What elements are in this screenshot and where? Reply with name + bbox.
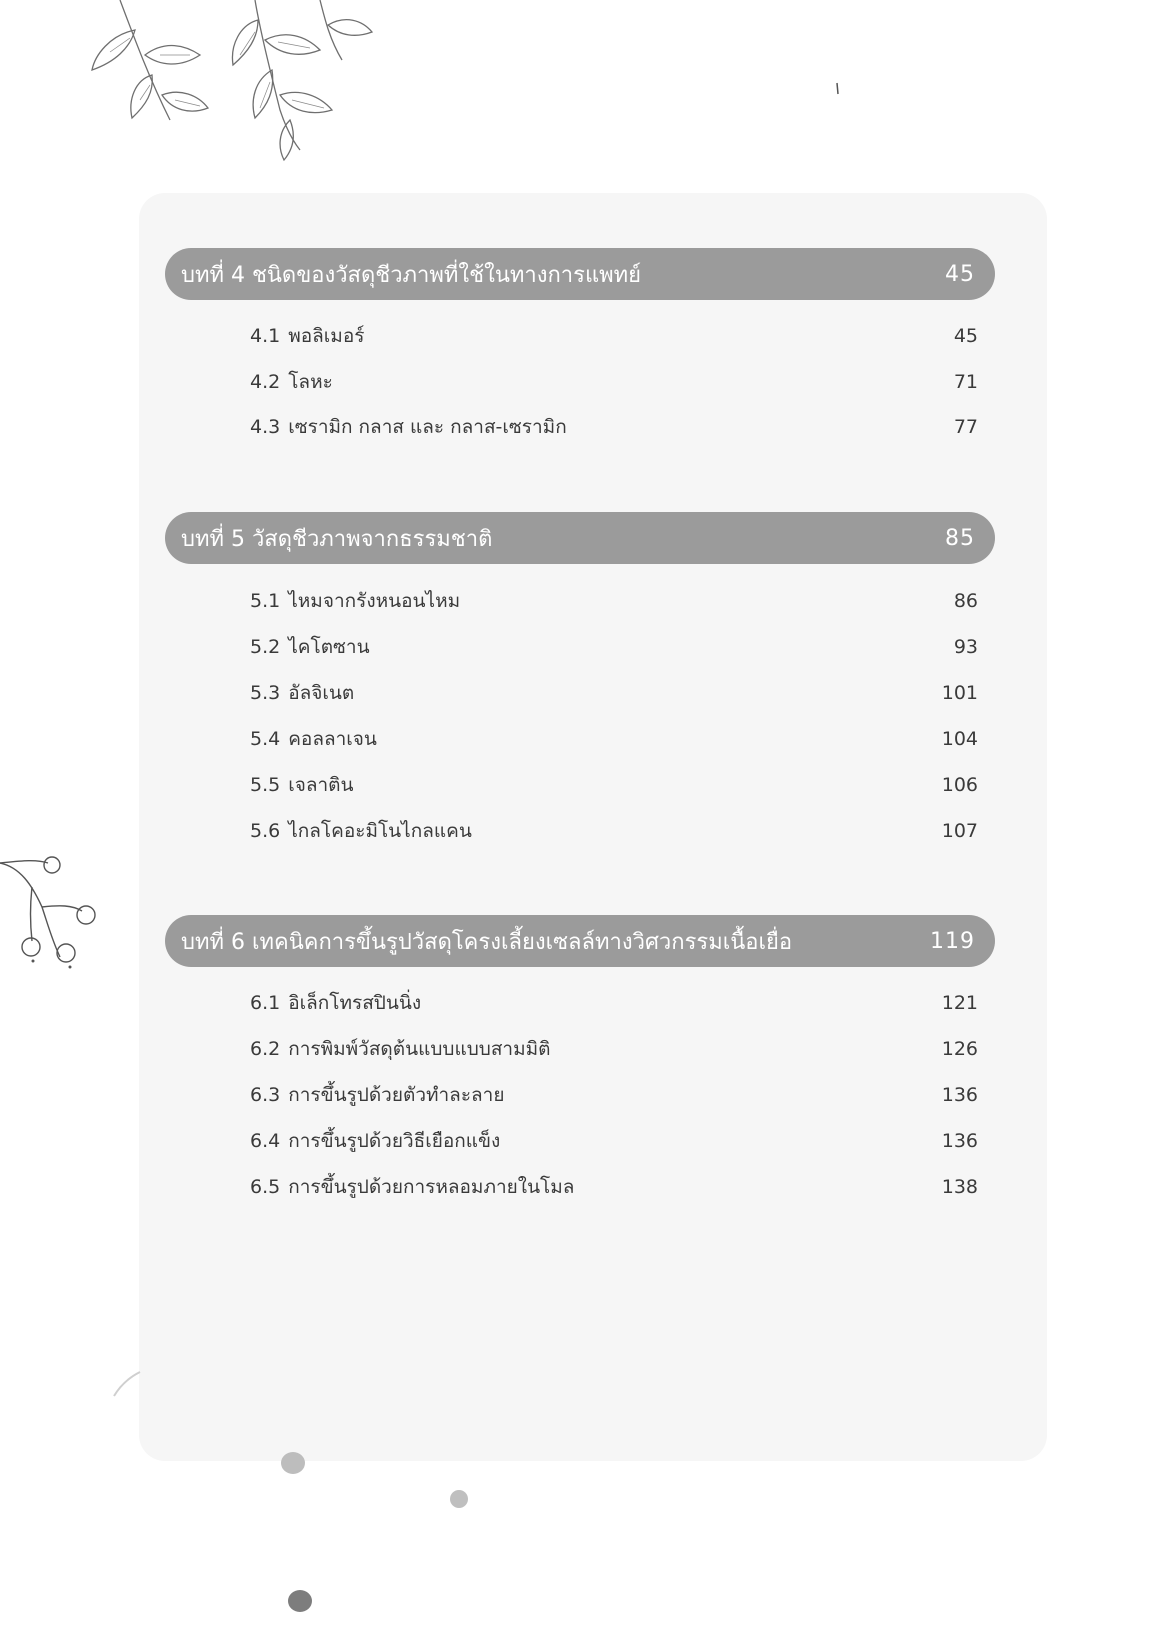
section-page: 138 — [941, 1176, 978, 1198]
chapter-title: บทที่ 5 วัสดุชีวภาพจากธรรมชาติ — [181, 526, 493, 552]
section-title: อัลจิเนต — [288, 682, 355, 704]
section-number: 6.3 — [250, 1084, 281, 1106]
toc-entry — [250, 1080, 978, 1110]
chapter-title: บทที่ 6 เทคนิคการขึ้นรูปวัสดุโครงเลี้ยงเซลล์ทางวิศวกรรมเนื้อเยื่อ — [181, 929, 793, 955]
section-page: 106 — [941, 774, 978, 796]
section-number: 5.6 — [250, 820, 281, 842]
section-page: 104 — [941, 728, 978, 750]
toc-entry — [250, 724, 978, 754]
section-number: 6.5 — [250, 1176, 281, 1198]
toc-entry — [250, 412, 978, 442]
section-number: 4.2 — [250, 371, 281, 393]
section-number: 5.2 — [250, 636, 281, 658]
chapter-page: 119 — [930, 928, 975, 954]
decorative-dot — [288, 1590, 312, 1612]
decorative-dot — [450, 1490, 468, 1508]
section-number: 5.5 — [250, 774, 281, 796]
chapter-title: บทที่ 4 ชนิดของวัสดุชีวภาพที่ใช้ในทางการแพทย์ — [181, 262, 642, 288]
section-number: 6.2 — [250, 1038, 281, 1060]
section-page: 136 — [941, 1130, 978, 1152]
chapter-5-heading — [165, 512, 995, 564]
section-page: 86 — [953, 590, 978, 612]
section-title: คอลลาเจน — [288, 728, 377, 750]
section-title: เจลาติน — [288, 774, 354, 796]
section-title: โลหะ — [288, 371, 333, 393]
section-page: 71 — [953, 371, 978, 393]
toc-entry — [250, 816, 978, 846]
section-title: ไกลโคอะมิโนไกลแคน — [288, 820, 472, 842]
section-title: พอลิเมอร์ — [288, 325, 365, 347]
small-mark-decoration — [835, 82, 841, 96]
chapter-6-heading — [165, 915, 995, 967]
decorative-dot — [281, 1452, 305, 1474]
section-title: อิเล็กโทรสปินนิ่ง — [288, 992, 422, 1014]
chapter-4-heading — [165, 248, 995, 300]
section-title: การพิมพ์วัสดุต้นแบบแบบสามมิติ — [288, 1038, 551, 1060]
section-title: การขึ้นรูปด้วยการหลอมภายในโมล — [288, 1176, 575, 1198]
section-number: 5.1 — [250, 590, 281, 612]
leaf-branch-illustration — [80, 0, 380, 170]
section-number: 4.3 — [250, 416, 281, 438]
section-title: การขึ้นรูปด้วยตัวทำละลาย — [288, 1084, 505, 1106]
toc-entry — [250, 586, 978, 616]
section-title: เซรามิก กลาส และ กลาส-เซรามิก — [288, 416, 567, 438]
toc-entry — [250, 988, 978, 1018]
section-page: 136 — [941, 1084, 978, 1106]
chapter-page: 45 — [945, 261, 975, 287]
toc-entry — [250, 367, 978, 397]
section-title: การขึ้นรูปด้วยวิธีเยือกแข็ง — [288, 1130, 501, 1152]
section-page: 101 — [941, 682, 978, 704]
section-number: 5.4 — [250, 728, 281, 750]
toc-entry — [250, 321, 978, 351]
section-number: 5.3 — [250, 682, 281, 704]
section-number: 6.1 — [250, 992, 281, 1014]
toc-entry — [250, 770, 978, 800]
section-page: 121 — [941, 992, 978, 1014]
section-title: ไหมจากรังหนอนไหม — [288, 590, 461, 612]
section-page: 126 — [941, 1038, 978, 1060]
section-title: ไคโตซาน — [288, 636, 370, 658]
toc-entry — [250, 1126, 978, 1156]
section-page: 93 — [953, 636, 978, 658]
toc-entry — [250, 678, 978, 708]
section-page: 45 — [953, 325, 978, 347]
toc-entry — [250, 1172, 978, 1202]
berry-branch-illustration — [0, 845, 110, 975]
toc-entry — [250, 1034, 978, 1064]
section-number: 4.1 — [250, 325, 281, 347]
section-number: 6.4 — [250, 1130, 281, 1152]
faint-leaf-decoration — [112, 1370, 142, 1400]
section-page: 107 — [941, 820, 978, 842]
toc-entry — [250, 632, 978, 662]
section-page: 77 — [953, 416, 978, 438]
chapter-page: 85 — [945, 525, 975, 551]
